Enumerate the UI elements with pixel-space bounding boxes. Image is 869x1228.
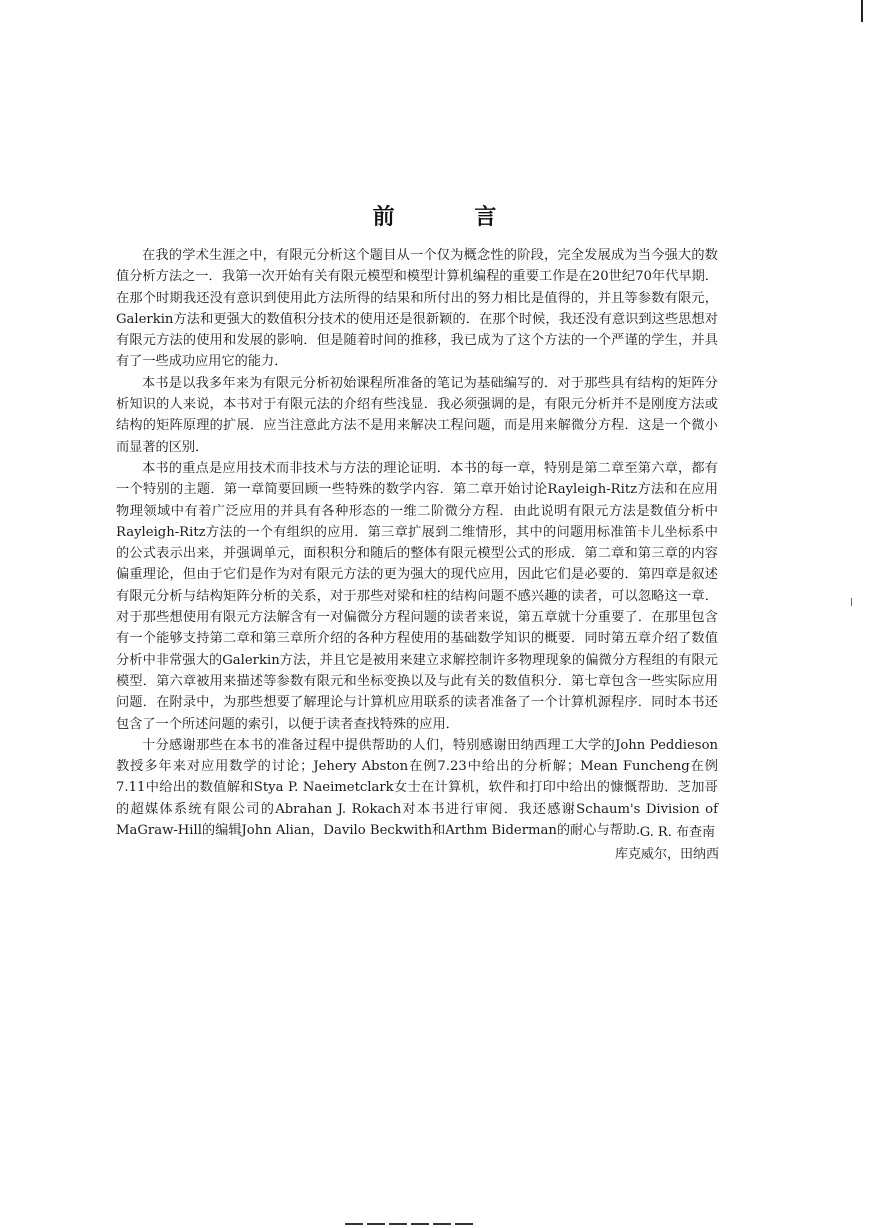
- scan-corner-mark: [861, 0, 863, 22]
- paragraph-2: 本书是以我多年来为有限元分析初始课程所准备的笔记为基础编写的．对于那些具有结构的矩阵分析知识的人来说，本书对于有限元法的介绍有些浅显．我必须强调的是，有限元分析并不是刚度方法或结构的矩阵原理的扩展．应当注意此方法不是用来解决工程问题，而是用来解微分方程．这是一个微小而显著的区别．: [116, 375, 718, 455]
- paragraph-4: 十分感谢那些在本书的准备过程中提供帮助的人们，特别感谢田纳西理工大学的John Peddieson教授多年来对应用数学的讨论；Jehery Abston在例7.23中给出的分析解；Mean Funcheng在例7.11中给出的数值解和Stya P. Naeimetclark女士在计算机，软件和打印中给出的慷慨帮助．芝加哥的超媒体系统有限公司的Abrahan J. Rokach对本书进行审阅．我还感谢Schaum's Division of MaGraw-Hill的编辑John Alian，Davilo Beckwith和Arthm Biderman的耐心与帮助．: [116, 737, 718, 839]
- signature-block: [615, 822, 719, 866]
- scan-margin-tick: [851, 598, 852, 606]
- author-location: 库克威尔，田纳西: [614, 847, 719, 862]
- preface-body: [116, 245, 718, 841]
- paragraph-1: 在我的学术生涯之中，有限元分析这个题目从一个仅为概念性的阶段，完全发展成为当今强大的数值分析方法之一．我第一次开始有关有限元模型和模型计算机编程的重要工作是在20世纪70年代早期．在那个时期我还没有意识到使用此方法所得的结果和所付出的努力相比是值得的，并且等参数有限元，Galerkin方法和更强大的数值积分技术的使用还是很新颖的．在那个时候，我还没有意识到这些思想对有限元方法的使用和发展的影响．但是随着时间的推移，我已成为了这个方法的一个严谨的学生，并具有了一些成功应用它的能力．: [116, 248, 718, 370]
- paragraph-3: 本书的重点是应用技术而非技术与方法的理论证明．本书的每一章，特别是第二章至第六章，都有一个特别的主题．第一章简要回顾一些特殊的数学内容．第二章开始讨论Rayleigh-Ritz方法和在应用物理领域中有着广泛应用的并具有各种形态的一维二阶微分方程．由此说明有限元方法是数值分析中Rayleigh-Ritz方法的一个有组织的应用．第三章扩展到二维情形，其中的问题用标准笛卡儿坐标系中的公式表示出来，并强调单元，面积积分和随后的整体有限元模型公式的形成．第二章和第三章的内容偏重理论，但由于它们是作为对有限元方法的更为强大的现代应用，因此它们是必要的．第四章是叙述有限元分析与结构矩阵分析的关系，对于那些对梁和柱的结构问题不感兴趣的读者，可以忽略这一章．对于那些想使用有限元方法解含有一对偏微分方程问题的读者来说，第五章就十分重要了．在那里包含有一个能够支持第二章和第三章所介绍的各种方程使用的基础数学知识的概要．同时第五章介绍了数值分析中非常强大的Galerkin方法，并且它是被用来建立求解控制许多物理现象的偏微分方程组的有限元模型．第六章被用来描述等参数有限元和坐标变换以及与此有关的数值积分．第七章包含一些实际应用问题．在附录中，为那些想要了解理论与计算机应用联系的读者准备了一个计算机源程序．同时本书还包含了一个所述问题的索引，以便于读者查找特殊的应用．: [116, 460, 718, 732]
- footer-rule: [345, 1223, 475, 1225]
- page-title: 前 言: [372, 205, 533, 230]
- author-name: G. R. 布查南: [639, 825, 715, 840]
